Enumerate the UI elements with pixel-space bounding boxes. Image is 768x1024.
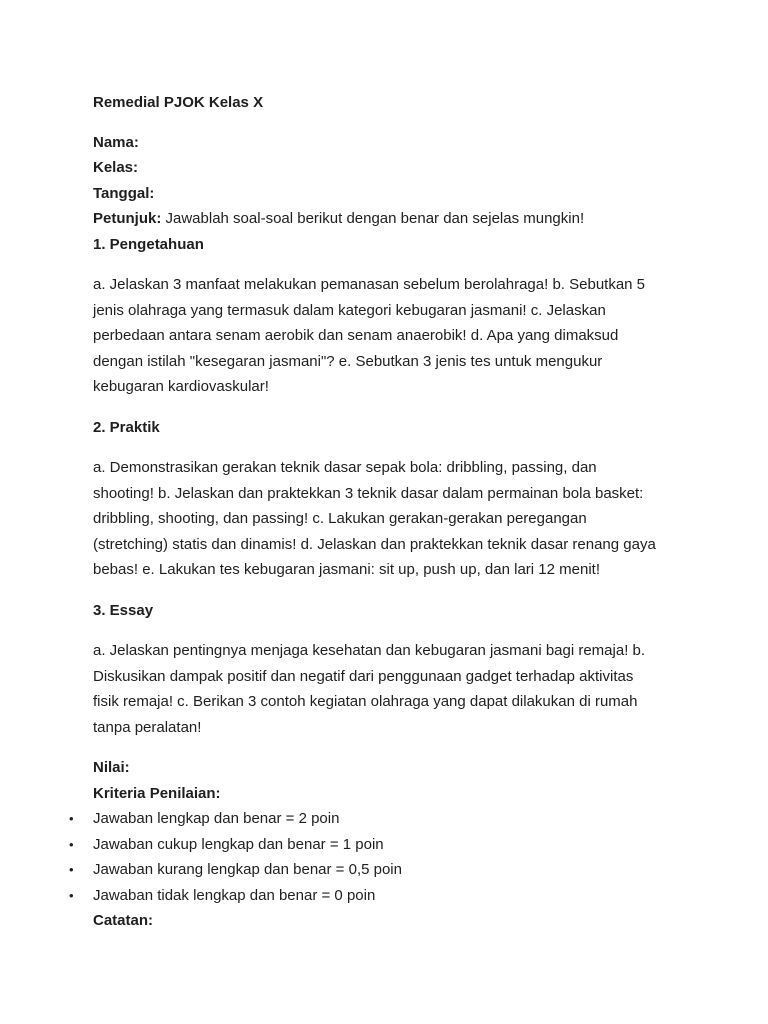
section-body-pengetahuan — [93, 272, 693, 400]
field-tanggal: Tanggal: — [93, 184, 155, 202]
question-line: a. Jelaskan 3 manfaat melakukan pemanasan sebelum berolahraga! b. Sebutkan 5 — [93, 276, 646, 293]
criteria-text: Jawaban tidak lengkap dan benar = 0 poin — [93, 886, 376, 904]
document-page — [69, 90, 693, 934]
criteria-list — [69, 806, 693, 908]
bullet-icon: • — [69, 836, 74, 852]
section-heading-essay: 3. Essay — [93, 601, 154, 619]
question-line: a. Demonstrasikan gerakan teknik dasar sepak bola: dribbling, passing, dan — [93, 459, 597, 476]
field-nama: Nama: — [93, 133, 139, 151]
bullet-icon: • — [69, 887, 74, 903]
bullet-icon: • — [69, 811, 74, 826]
section-body-praktik — [93, 455, 693, 583]
catatan-label: Catatan: — [93, 912, 154, 929]
question-line: bebas! e. Lakukan tes kebugaran jasmani: sit up, push up, dan lari 12 menit! — [93, 561, 600, 578]
list-item — [69, 806, 693, 832]
bullet-icon: • — [69, 862, 74, 877]
criteria-text: Jawaban kurang lengkap dan benar = 0,5 poin — [93, 861, 402, 878]
list-item — [69, 832, 693, 858]
list-item — [69, 883, 693, 909]
instruction-text: Jawablah soal-soal berikut dengan benar dan sejelas mungkin! — [161, 210, 585, 227]
question-line: tanpa peralatan! — [93, 718, 202, 736]
instruction — [93, 206, 693, 232]
question-line: kebugaran kardiovaskular! — [93, 378, 269, 395]
instruction-label: Petunjuk: — [93, 210, 162, 227]
section-body-essay — [93, 638, 693, 740]
document-title: Remedial PJOK Kelas X — [93, 94, 264, 111]
question-line: perbedaan antara senam aerobik dan senam anaerobik! d. Apa yang dimaksud — [93, 327, 619, 344]
list-item — [69, 857, 693, 883]
question-line: dengan istilah "kesegaran jasmani"? e. Sebutkan 3 jenis tes untuk mengukur — [93, 352, 603, 370]
question-line: (stretching) statis dan dinamis! d. Jelaskan dan praktekkan teknik dasar renang gaya — [93, 535, 656, 553]
section-heading-pengetahuan: 1. Pengetahuan — [93, 235, 204, 253]
criteria-text: Jawaban cukup lengkap dan benar = 1 poin — [93, 835, 384, 853]
question-line: a. Jelaskan pentingnya menjaga kesehatan dan kebugaran jasmani bagi remaja! b. — [93, 642, 646, 659]
field-kelas: Kelas: — [93, 159, 139, 176]
kriteria-label: Kriteria Penilaian: — [93, 784, 221, 802]
question-line: fisik remaja! c. Berikan 3 contoh kegiatan olahraga yang dapat dilakukan di rumah — [93, 693, 638, 710]
nilai-label: Nilai: — [93, 759, 130, 776]
question-line: Diskusikan dampak positif dan negatif dari penggunaan gadget terhadap aktivitas — [93, 667, 634, 685]
section-heading-praktik: 2. Praktik — [93, 418, 160, 436]
criteria-text: Jawaban lengkap dan benar = 2 poin — [93, 810, 340, 827]
question-line: dribbling, shooting, dan passing! c. Lakukan gerakan-gerakan peregangan — [93, 510, 587, 527]
question-line: jenis olahraga yang termasuk dalam kategori kebugaran jasmani! c. Jelaskan — [93, 301, 606, 319]
question-line: shooting! b. Jelaskan dan praktekkan 3 teknik dasar dalam permainan bola basket: — [93, 484, 644, 502]
